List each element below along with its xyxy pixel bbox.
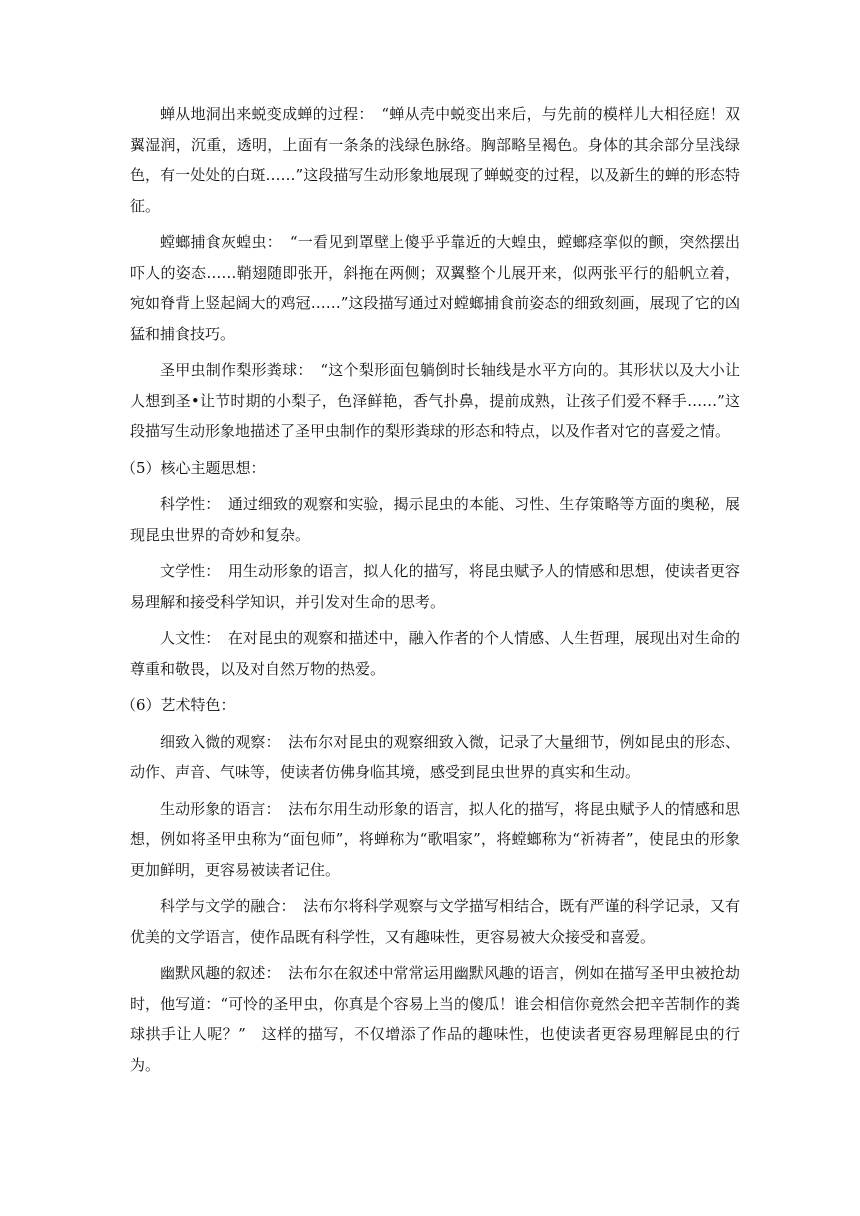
document-body: [121, 99, 740, 1086]
paragraph-mantis-hunting: 螳螂捕食灰蝗虫： “一看见到罩壁上傻乎乎靠近的大蝗虫，螳螂痉挛似的颤，突然摆出吓人的姿态……鞘翅随即张开，斜拖在两侧；双翼整个儿展开来，似两张平行的船帆立着，宛如脊背上竖起阔大的鸡冠……”这段描写通过对螳螂捕食前姿态的细致刻画，展现了它的凶猛和捕食技巧。: [130, 233, 740, 343]
paragraph-humorous-narration: 幽默风趣的叙述： 法布尔在叙述中常常运用幽默风趣的语言，例如在描写圣甲虫被抢劫时，他写道：“可怜的圣甲虫，你真是个容易上当的傻瓜！谁会相信你竟然会把辛苦制作的粪球拱手让人呢？” 这样的描写，不仅增添了作品的趣味性，也使读者更容易理解昆虫的行为。: [130, 964, 740, 1074]
paragraph-humanistic: 人文性： 在对昆虫的观察和描述中，融入作者的个人情感、人生哲理，展现出对生命的尊重和敬畏，以及对自然万物的热爱。: [130, 629, 740, 678]
paragraph-scarab-pear-ball: 圣甲虫制作梨形粪球： “这个梨形面包躺倒时长轴线是水平方向的。其形状以及大小让人想到圣•让节时期的小梨子，色泽鲜艳，香气扑鼻，提前成熟，让孩子们爱不释手……”这段描写生动形象地描述了圣甲虫制作的梨形粪球的形态和特点，以及作者对它的喜爱之情。: [130, 361, 740, 440]
paragraph-detailed-observation: 细致入微的观察： 法布尔对昆虫的观察细致入微，记录了大量细节，例如昆虫的形态、动作、声音、气味等，使读者仿佛身临其境，感受到昆虫世界的真实和生动。: [130, 732, 740, 781]
paragraph-scientific: 科学性： 通过细致的观察和实验，揭示昆虫的本能、习性、生存策略等方面的奥秘，展现昆虫世界的奇妙和复杂。: [130, 495, 740, 544]
paragraph-vivid-language: 生动形象的语言： 法布尔用生动形象的语言，拟人化的描写，将昆虫赋予人的情感和思想，例如将圣甲虫称为“面包师”，将蝉称为“歌唱家”，将螳螂称为“祈祷者”，使昆虫的形象更加鲜明，更容易被读者记住。: [130, 799, 740, 879]
paragraph-science-literature-fusion: 科学与文学的融合： 法布尔将科学观察与文学描写相结合，既有严谨的科学记录，又有优美的文学语言，使作品既有科学性，又有趣味性，更容易被大众接受和喜爱。: [130, 897, 740, 946]
section-heading-core-theme: （5）核心主题思想：: [121, 458, 266, 477]
paragraph-cicada-metamorphosis: 蝉从地洞出来蜕变成蝉的过程： “蝉从壳中蜕变出来后，与先前的模样儿大相径庭！双翼湿润，沉重，透明，上面有一条条的浅绿色脉络。胸部略呈褐色。身体的其余部分呈浅绿色，有一处处的白斑……”这段描写生动形象地展现了蝉蜕变的过程，以及新生的蝉的形态特征。: [130, 105, 740, 215]
section-heading-artistic-features: （6）艺术特色：: [121, 696, 236, 714]
paragraph-literary: 文学性： 用生动形象的语言，拟人化的描写，将昆虫赋予人的情感和思想，使读者更容易理解和接受科学知识，并引发对生命的思考。: [130, 562, 740, 611]
